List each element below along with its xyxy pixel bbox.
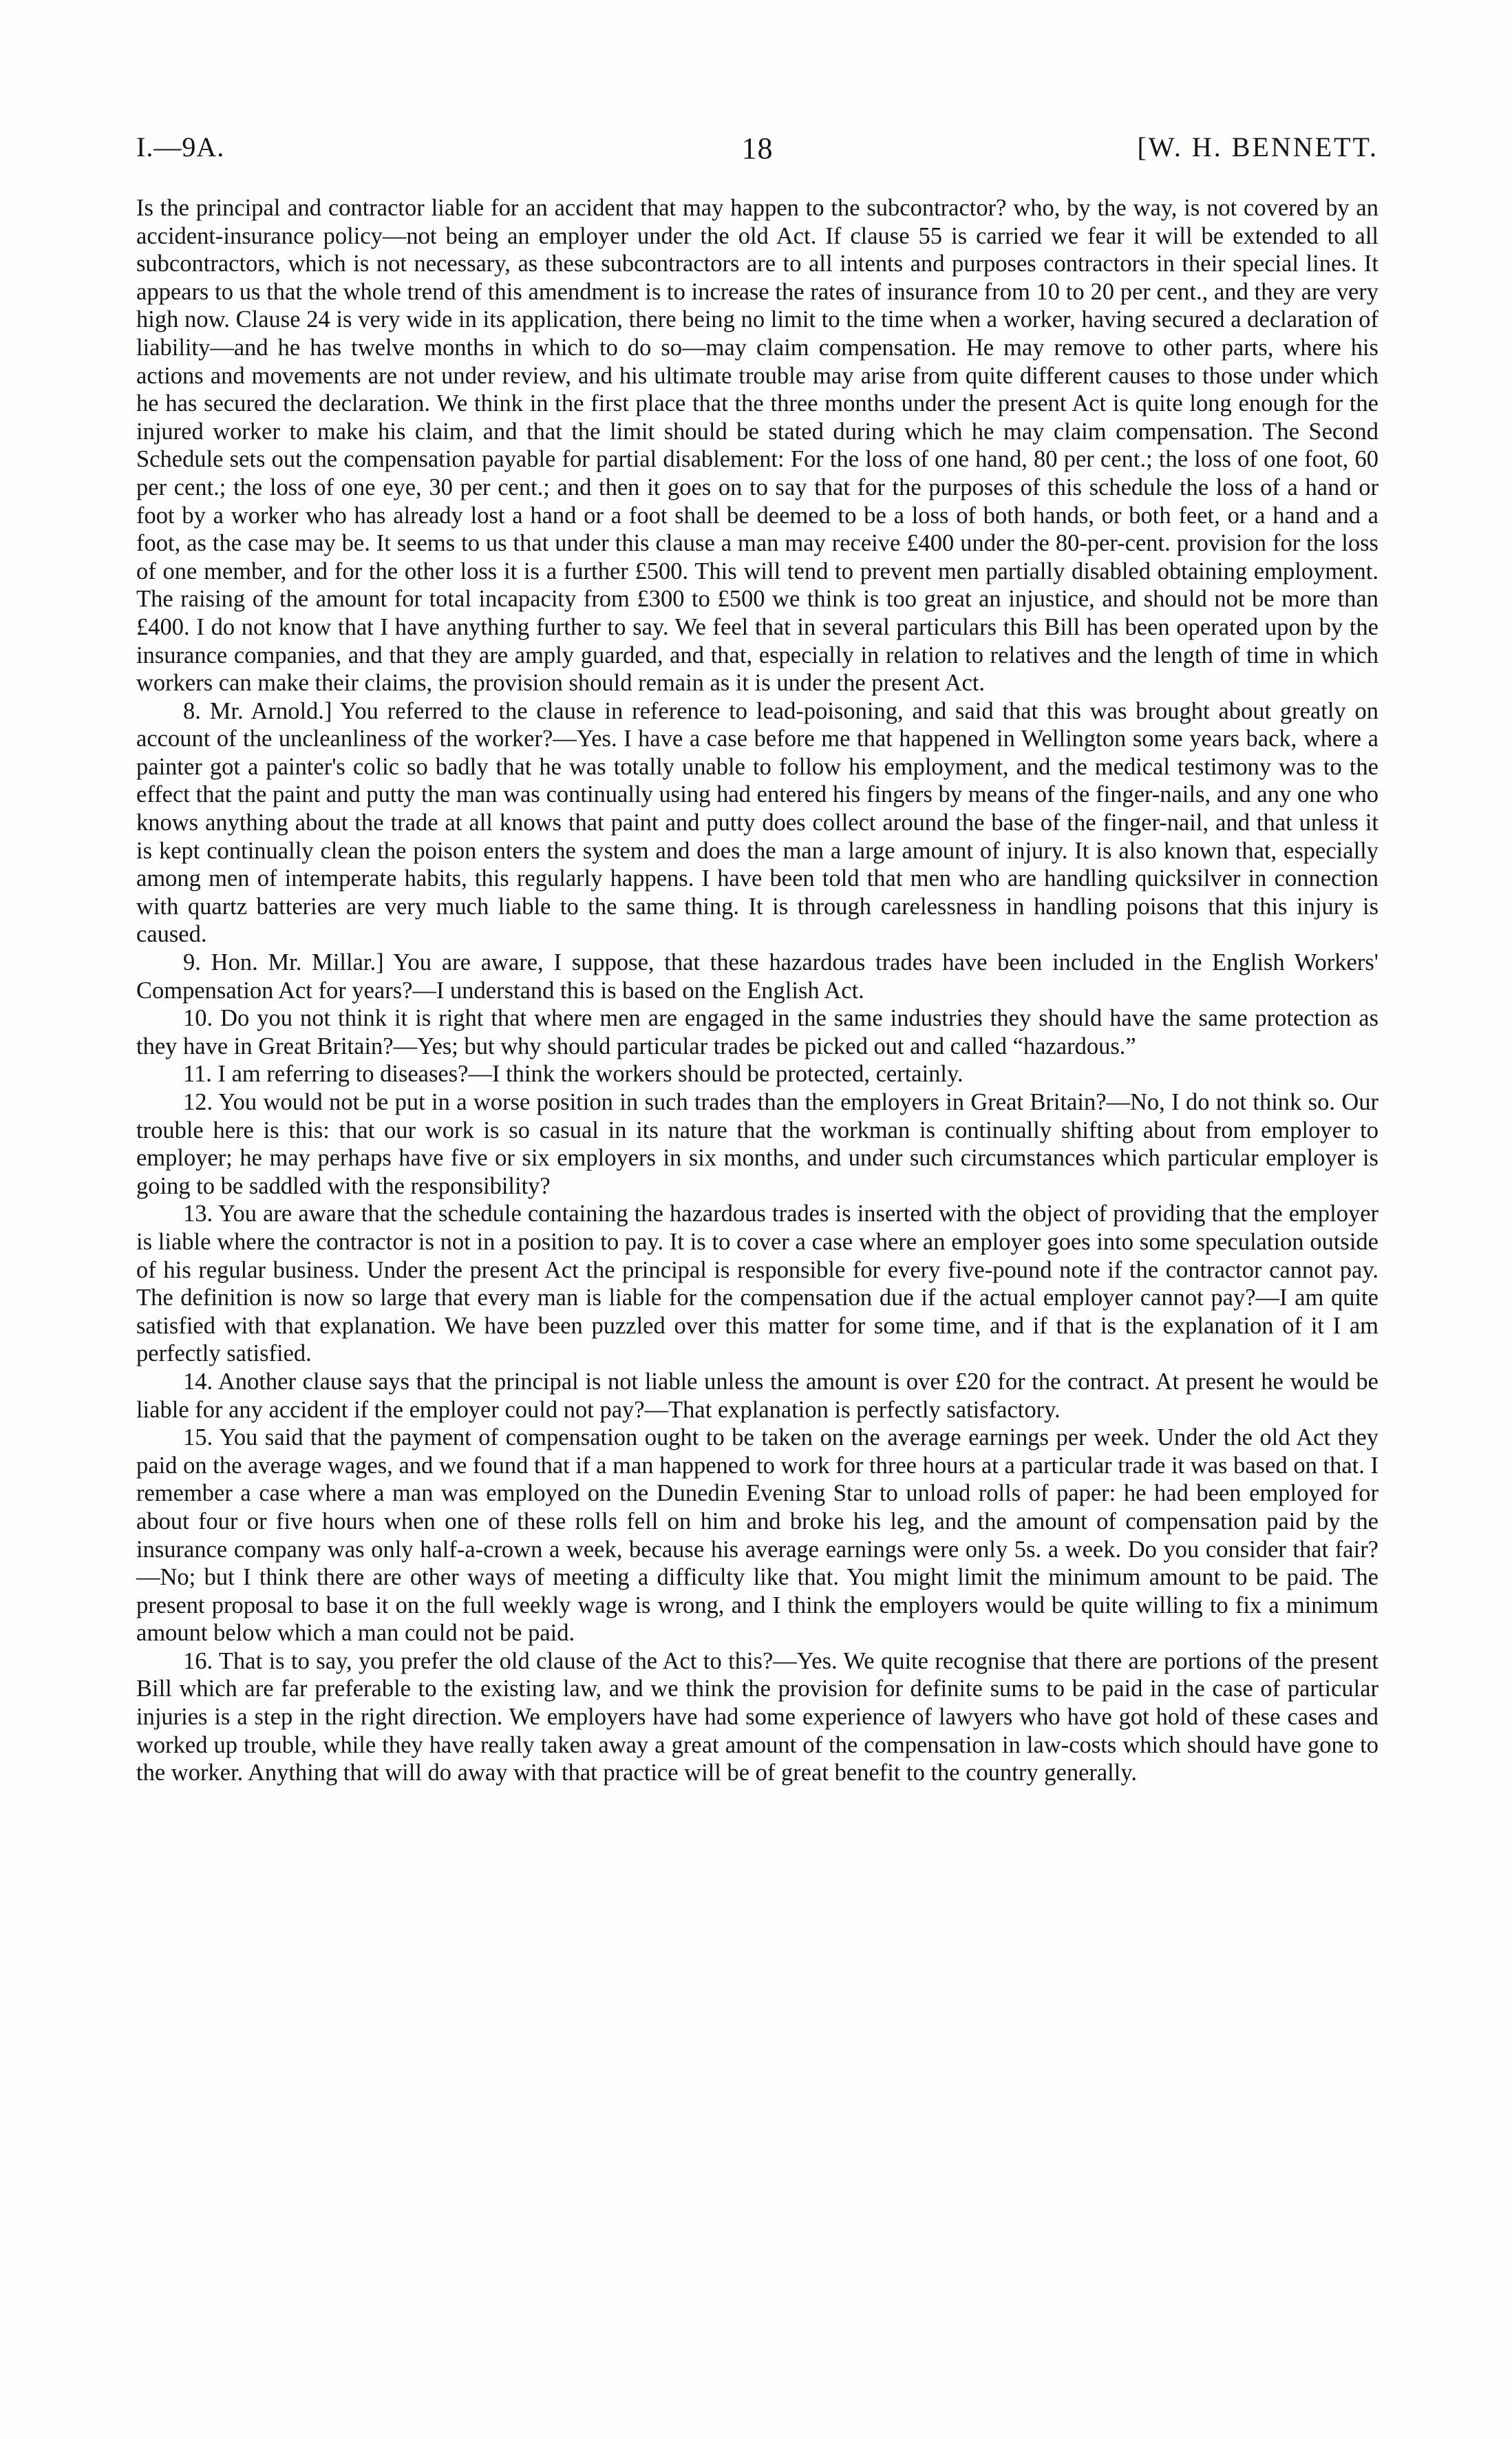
page-header [136, 131, 1378, 172]
paragraph-question-14: 14. Another clause says that the principal is not liable unless the amount is over £20 for the contract. At present he would be liable for any accident if the employer could not pay?—That explanation is perfectly satisfactory. [136, 1368, 1378, 1423]
paragraph-question-13: 13. You are aware that the schedule containing the hazardous trades is inserted with the object of providing that the employer is liable where the contractor is not in a position to pay. It is to cover a case where an employer goes into some speculation outside of his regular business. Under the present Act the principal is responsible for every five-pound note if the contractor cannot pay. The definition is now so large that every man is liable for the compensation due if the actual employer cannot pay?—I am quite satisfied with that explanation. We have been puzzled over this matter for some time, and if that is the explanation of it I am perfectly satisfied. [136, 1201, 1378, 1367]
paragraph-question-8: 8. Mr. Arnold.] You referred to the clause in reference to lead-poisoning, and said that this was brought about greatly on account of the uncleanliness of the worker?—Yes. I have a case before me that happened in Wellington some years back, where a painter got a painter's colic so badly that he was totally unable to follow his employment, and the medical testimony was to the effect that the paint and putty the man was continually using had entered his fingers by means of the finger-nails, and any one who knows anything about the trade at all knows that paint and putty does collect around the base of the finger-nail, and that unless it is kept continually clean the poison enters the system and does the man a large amount of injury. It is also known that, especially among men of intemperate habits, this regularly happens. I have been told that men who are handling quicksilver in connection with quartz batteries are very much liable to the same thing. It is through carelessness in handling poisons that this injury is caused. [136, 697, 1378, 948]
paragraph-question-16: 16. That is to say, you prefer the old clause of the Act to this?—Yes. We quite recognise that there are portions of the present Bill which are far preferable to the existing law, and we think the provision for definite sums to be paid in the case of particular injuries is a step in the right direction. We employers have had some experience of lawyers who have got hold of these cases and worked up trouble, while they have really taken away a great amount of the compensation in law-costs which should have gone to the worker. Anything that will do away with that practice will be of great benefit to the country generally. [136, 1647, 1378, 1786]
paper-reference: I.—9A. [136, 131, 225, 162]
paragraph-question-10: 10. Do you not think it is right that where men are engaged in the same industries they should have the same protection as they have in Great Britain?—Yes; but why should particular trades be picked out and called “hazardous.” [136, 1005, 1378, 1059]
page-number: 18 [741, 131, 774, 165]
paragraph-statement: Is the principal and contractor liable for an accident that may happen to the subcontractor? who, by the way, is not covered by an accident-insurance policy—not being an employer under the old Act. If clause 55 is carried we fear it will be extended to all subcontractors, which is not necessary, as these subcontractors are to all intents and purposes contractors in their special lines. It appears to us that the whole trend of this amendment is to increase the rates of insurance from 10 to 20 per cent., and they are very high now. Clause 24 is very wide in its application, there being no limit to the time when a worker, having secured a declaration of liability—and he has twelve months in which to do so—may claim compensation. He may remove to other parts, where his actions and movements are not under review, and his ultimate trouble may arise from quite different causes to those under which he has secured the declaration. We think in the first place that the three months under the present Act is quite long enough for the injured worker to make his claim, and that the limit should be stated during which he may claim compensation. The Second Schedule sets out the compensation payable for partial disablement: For the loss of one hand, 80 per cent.; the loss of one foot, 60 per cent.; the loss of one eye, 30 per cent.; and then it goes on to say that for the purposes of this schedule the loss of a hand or foot by a worker who has already lost a hand or a foot shall be deemed to be a loss of both hands, or both feet, or a hand and a foot, as the case may be. It seems to us that under this clause a man may receive £400 under the 80-per-cent. provision for the loss of one member, and for the other loss it is a further £500. This will tend to prevent men partially disabled obtaining employment. The raising of the amount for total incapacity from £300 to £500 we think is too great an injustice, and should not be more than £400. I do not know that I have anything further to say. We feel that in several particulars this Bill has been operated upon by the insurance companies, and that they are amply guarded, and that, especially in relation to relatives and the length of time in which workers can make their claims, the provision should remain as it is under the present Act. [136, 195, 1378, 697]
witness-name: [W. H. BENNETT. [1137, 131, 1378, 162]
paragraph-question-9: 9. Hon. Mr. Millar.] You are aware, I suppose, that these hazardous trades have been included in the English Workers' Compensation Act for years?—I understand this is based on the English Act. [136, 949, 1378, 1004]
paragraph-question-15: 15. You said that the payment of compensation ought to be taken on the average earnings per week. Under the old Act they paid on the average wages, and we found that if a man happened to work for three hours at a particular trade it was based on that. I remember a case where a man was employed on the Dunedin Evening Star to unload rolls of paper: he had been employed for about four or five hours when one of these rolls fell on him and broke his leg, and the amount of compensation paid by the insurance company was only half-a-crown a week, because his average earnings were only 5s. a week. Do you consider that fair?—No; but I think there are other ways of meeting a difficulty like that. You might limit the minimum amount to be paid. The present proposal to base it on the full weekly wage is wrong, and I think the employers would be quite willing to fix a minimum amount below which a man could not be paid. [136, 1424, 1378, 1647]
evidence-text [136, 194, 1378, 1787]
paragraph-question-12: 12. You would not be put in a worse position in such trades than the employers in Great Britain?—No, I do not think so. Our trouble here is this: that our work is so casual in its nature that the workman is continually shifting about from employer to employer; he may perhaps have five or six employers in six months, and under such circumstances which particular employer is going to be saddled with the responsibility? [136, 1089, 1378, 1199]
paragraph-question-11: 11. I am referring to diseases?—I think the workers should be protected, certainly. [183, 1061, 963, 1088]
